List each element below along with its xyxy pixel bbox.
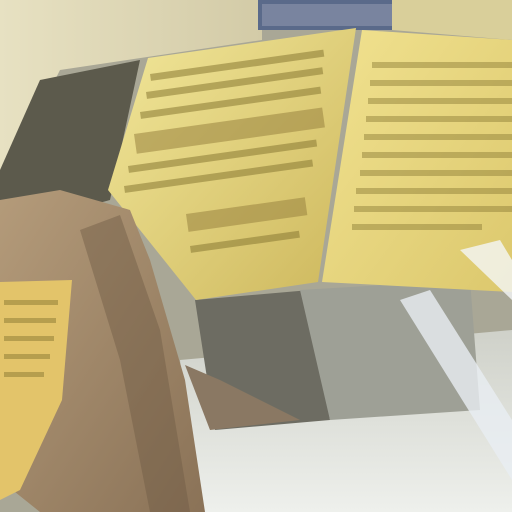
label-strip-stripes — [262, 4, 392, 26]
